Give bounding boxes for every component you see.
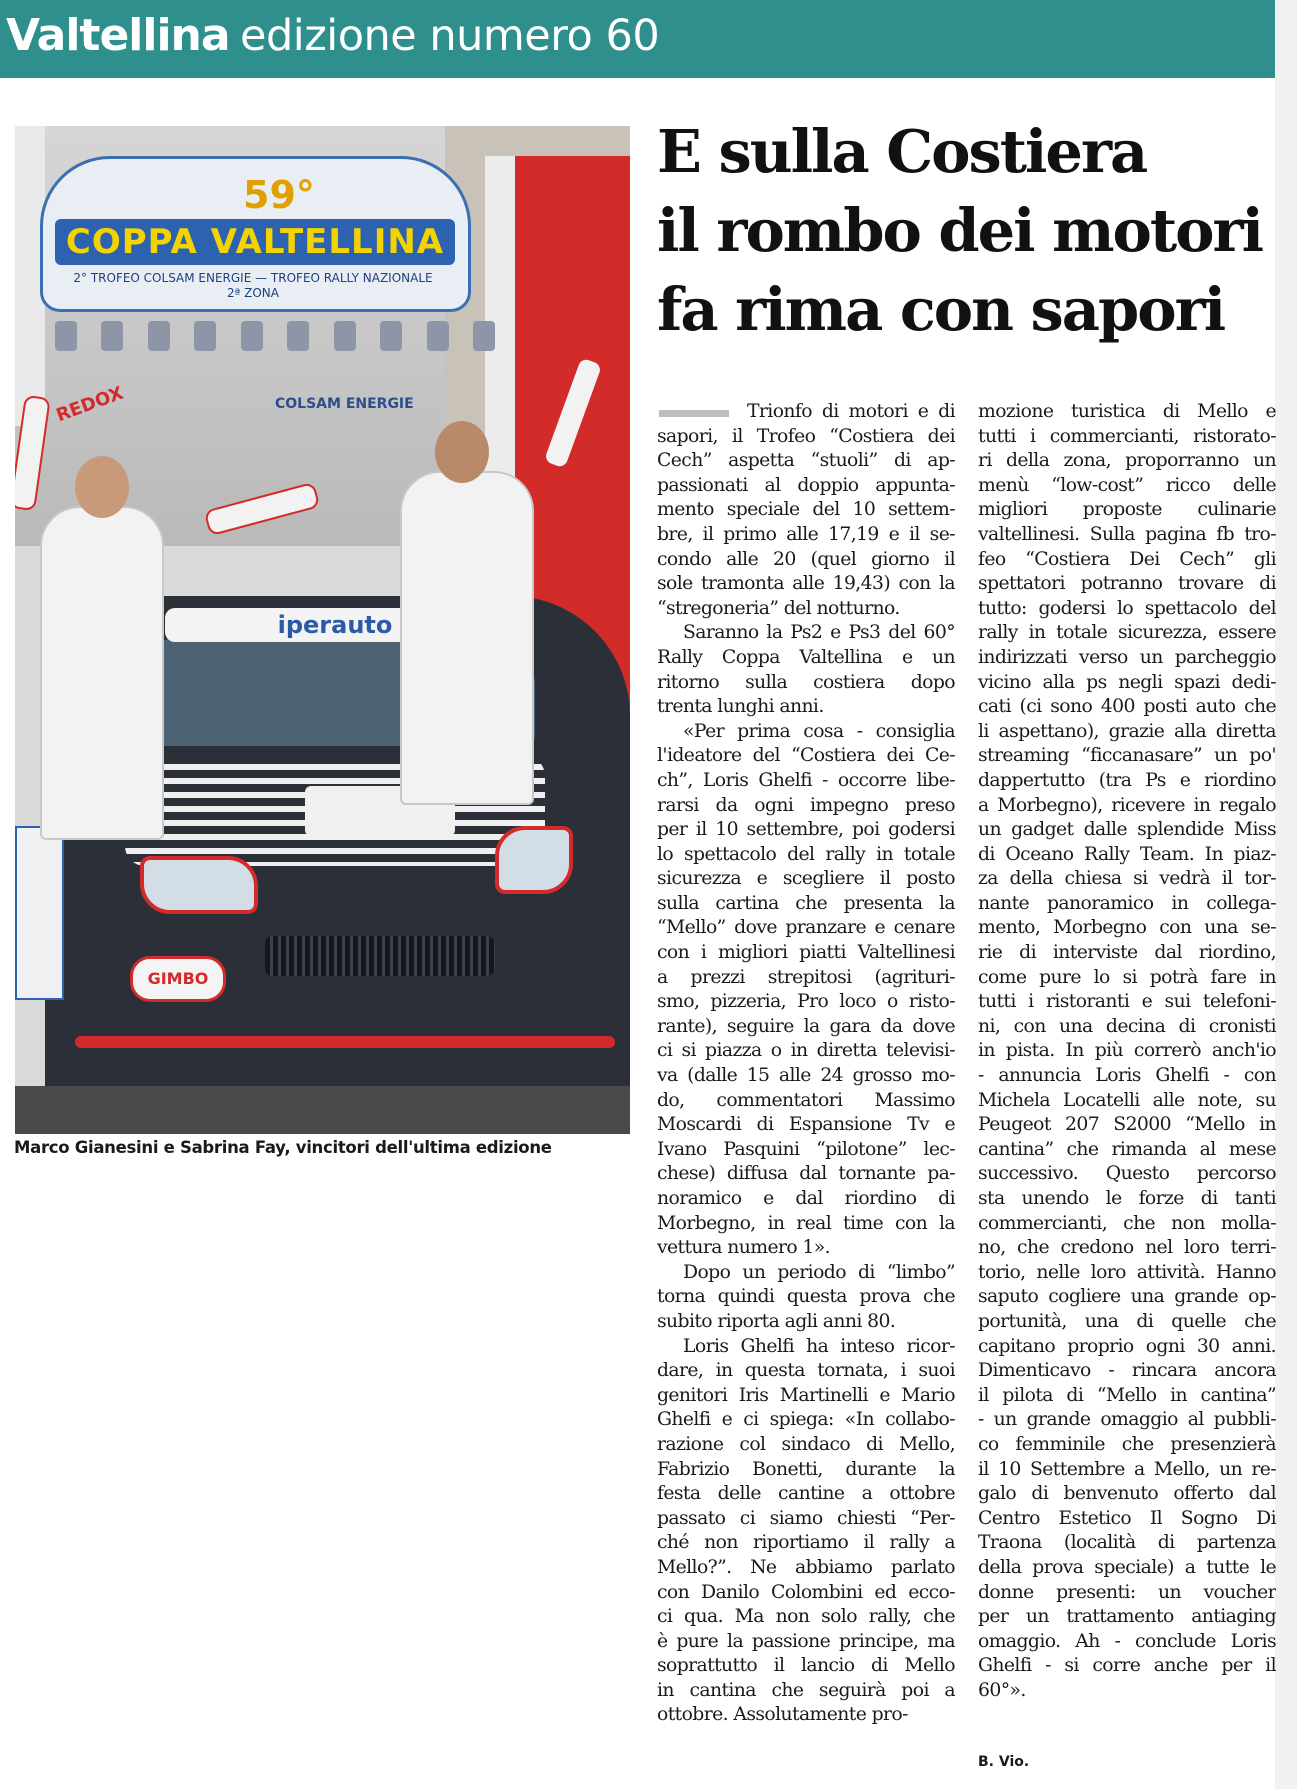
redox-sign: REDOX (53, 382, 127, 427)
article-line: condo alle 20 (quel giorno il (657, 548, 955, 570)
article-line: con Danilo Colombini ed ecco- (657, 1581, 955, 1603)
sponsor-logo (241, 321, 263, 351)
article-line: cati (ci sono 400 posti auto che (978, 696, 1276, 718)
driver-figure (400, 471, 534, 805)
article-line: lo spettacolo del rally in totale (657, 843, 955, 865)
article-line: Moscardi di Espansione Tv e (657, 1114, 955, 1136)
article-line: ché non riportiamo il rally a (657, 1532, 955, 1554)
article-line: passato ci siamo chiesti “Per- (657, 1507, 955, 1529)
article-line: passionati al doppio appunta- (657, 474, 955, 496)
banner-subtitle: 2° TROFEO COLSAM ENERGIE — TROFEO RALLY NAZIONALE 2ª ZONA (73, 271, 433, 300)
driver-head (435, 421, 489, 483)
article-line: dappertutto (tra Ps e riordino (978, 769, 1276, 791)
article-line: a Morbegno), ricevere in regalo (978, 794, 1276, 816)
article-line: bre, il primo alle 17,19 e il se- (657, 523, 955, 545)
article-line: sta unendo le forze di tanti (978, 1188, 1276, 1209)
article-line: Ghelfi e ci spiega: «In collabo- (657, 1409, 955, 1431)
sponsor-logo (473, 321, 495, 351)
car-sticker: GIMBO (130, 956, 226, 1002)
article-line: indirizzati verso un parcheggio (978, 646, 1276, 668)
article-line: 60°». (978, 1679, 1026, 1701)
article-line: trenta lunghi anni. (657, 696, 824, 718)
article-line: mozione turistica di Mello e (978, 401, 1276, 422)
banner-title: COPPA VALTELLINA (55, 219, 455, 265)
article-line: sole tramonta alle 19,43) con la (657, 573, 955, 595)
article-line: della prova speciale) a tutte le (978, 1556, 1276, 1578)
article-line: “stregoneria” del notturno. (657, 597, 900, 619)
sponsor-logo (427, 321, 449, 351)
car-headlight-right (495, 826, 573, 894)
article-line: per il 10 settembre, poi godersi (657, 819, 955, 841)
article-line: genitori Iris Martinelli e Mario (657, 1384, 955, 1406)
article-line: no, che credono nel loro terri- (978, 1237, 1276, 1259)
article-line: nante panoramico in collega- (978, 892, 1276, 914)
article-line: Dopo un periodo di “limbo” (683, 1261, 955, 1283)
article-line: “Mello” dove pranzare e cenare (657, 917, 955, 939)
article-line: con i migliori piatti Valtellinesi (657, 942, 955, 964)
article-line: rally in totale sicurezza, essere (978, 622, 1276, 644)
article-line: Centro Estetico Il Sogno Di (978, 1507, 1276, 1529)
article-line: Trionfo di motori e di (657, 400, 955, 425)
article-line: Traona (località di partenza (978, 1532, 1276, 1554)
codriver-head (75, 456, 129, 518)
article-line: come pure lo si potrà fare in (978, 966, 1276, 988)
article-line: Ghelfi - si corre anche per il (978, 1655, 1276, 1677)
article-line: commercianti, che non molla- (978, 1212, 1276, 1234)
article-line: Mello?”. Ne abbiamo parlato (657, 1556, 955, 1578)
article-line: spettatori potranno trovare di (978, 573, 1276, 595)
headline-line: il rombo dei motori (657, 196, 1263, 265)
article-line: - annuncia Loris Ghelfi - con (978, 1065, 1276, 1087)
article-line: Loris Ghelfi ha inteso ricor- (683, 1335, 955, 1357)
article-column-2 (978, 400, 1276, 1703)
article-line: ni, con una decina di cronisti (978, 1015, 1276, 1037)
article-line: sulla cartina che presenta la (657, 892, 955, 914)
article-line: torio, nelle loro attività. Hanno (978, 1261, 1276, 1283)
car-sunstrip: iperauto (165, 608, 505, 642)
article-line: omaggio. Ah - conclude Loris (978, 1630, 1276, 1652)
sponsor-logo (148, 321, 170, 351)
article-line: saputo cogliere una grande op- (978, 1286, 1276, 1308)
article-column-1 (657, 400, 955, 1728)
article-line: Cech” aspetta “stuoli” di ap- (657, 450, 955, 472)
article-line: vicino alla ps negli spazi dedi- (978, 671, 1276, 693)
headline-line: E sulla Costiera (657, 117, 1147, 186)
rally-banner (40, 156, 471, 312)
article-line: ritorno sulla costiera dopo (657, 671, 955, 693)
article-line: chese) diffusa dal tornante pa- (657, 1163, 955, 1185)
article-line: è pure la passione principe, ma (657, 1630, 955, 1652)
article-line: donne presenti: un voucher (978, 1581, 1276, 1603)
sponsor-logo (194, 321, 216, 351)
article-line: za della chiesa si vedrà il tor- (978, 868, 1276, 890)
scan-margin (1275, 0, 1297, 1789)
article-line: tutto: godersi lo spettacolo del (978, 597, 1276, 619)
article-line: Saranno la Ps2 e Ps3 del 60° (683, 622, 955, 644)
car-grille (265, 936, 495, 976)
article-line: mento, Morbegno con una se- (978, 917, 1276, 939)
article-line: streaming “ficcanasare” un po' (978, 745, 1276, 767)
photo-caption: Marco Gianesini e Sabrina Fay, vincitori dell'ultima edizione (14, 1138, 552, 1157)
article-line: in pista. In più correrò anch'io (978, 1040, 1276, 1062)
article-line: «Per prima cosa - consiglia (683, 720, 955, 742)
article-line: smo, pizzeria, Pro loco o risto- (657, 991, 955, 1013)
article-line: di Oceano Rally Team. In piaz- (978, 843, 1276, 865)
article-line: festa delle cantine a ottobre (657, 1483, 955, 1505)
article-line: torna quindi questa prova che (657, 1286, 955, 1308)
article-photo (15, 126, 630, 1134)
masthead (0, 0, 1275, 78)
article-line: valtellinesi. Sulla pagina fb tro- (978, 523, 1276, 545)
article-line: li aspettano), grazie alla diretta (978, 720, 1276, 742)
article-line: dare, in questa tornata, i suoi (657, 1360, 955, 1382)
sponsor-logo (287, 321, 309, 351)
article-line: cantina” che rimanda al mese (978, 1138, 1276, 1160)
left-sign (15, 826, 64, 1000)
article-line: a prezzi strepitosi (agrituri- (657, 966, 955, 988)
article-line: Fabrizio Bonetti, durante la (657, 1458, 955, 1480)
article-line: portunità, una di quelle che (978, 1310, 1276, 1332)
headline-line: fa rima con sapori (657, 275, 1225, 344)
article-line: galo di benvenuto offerto dal (978, 1483, 1276, 1505)
sponsor-logo (55, 321, 77, 351)
article-line: ri della zona, proporranno un (978, 450, 1276, 472)
article-line: do, commentatori Massimo (657, 1089, 955, 1111)
article-line: co femminile che presenzierà (978, 1433, 1276, 1455)
article-line: sicurezza e scegliere il posto (657, 868, 955, 890)
article-line: in cantina che seguirà poi a (657, 1679, 955, 1701)
article-line: l'ideatore del “Costiera dei Ce- (657, 745, 955, 767)
article-line: tutti i commercianti, ristorato- (978, 425, 1276, 447)
article-line: per un trattamento antiaging (978, 1606, 1276, 1628)
article-line: Ivano Pasquini “pilotone” lec- (657, 1138, 955, 1160)
article-line: sapori, il Trofeo “Costiera dei (657, 425, 955, 447)
article-line: mento speciale del 10 settem- (657, 499, 955, 521)
article-line: soprattutto il lancio di Mello (657, 1655, 955, 1677)
car-headlight-left (140, 856, 258, 914)
banner-number: 59° (243, 173, 315, 217)
article-line: ottobre. Assolutamente pro- (657, 1704, 908, 1726)
article-line: razione col sindaco di Mello, (657, 1433, 955, 1455)
car-bumper-stripe (75, 1036, 615, 1048)
byline: B. Vio. (978, 1754, 1030, 1770)
article-line: successivo. Questo percorso (978, 1163, 1276, 1185)
sponsor-logo (101, 321, 123, 351)
article-line: - un grande omaggio al pubbli- (978, 1409, 1276, 1431)
article-line: Peugeot 207 S2000 “Mello in (978, 1114, 1276, 1136)
sponsor-logo (334, 321, 356, 351)
article-line: un gadget dalle splendide Miss (978, 819, 1276, 841)
article-line: rarsi da ogni impegno preso (657, 794, 955, 816)
article-line: noramico e dal riordino di (657, 1188, 955, 1209)
article-line: il pilota di “Mello in cantina” (978, 1384, 1276, 1406)
article-headline (657, 112, 1277, 349)
article-line: va (dalle 15 alle 24 grosso mo- (657, 1065, 955, 1087)
article-line: Morbegno, in real time con la (657, 1212, 955, 1234)
article-line: Dimenticavo - rincara ancora (978, 1360, 1276, 1382)
article-line: rante), seguire la gara da dove (657, 1015, 955, 1037)
article-line: vettura numero 1». (657, 1237, 831, 1259)
article-line: ci qua. Ma non solo rally, che (657, 1606, 955, 1628)
article-line: rie di interviste dal riordino, (978, 942, 1276, 964)
article-line: Rally Coppa Valtellina e un (657, 646, 955, 668)
codriver-figure (40, 506, 164, 840)
section-title: Valtellina (6, 10, 230, 61)
colsam-sign: COLSAM ENERGIE (275, 396, 414, 412)
article-line: migliori proposte culinarie (978, 499, 1276, 521)
article-line: ch”, Loris Ghelfi - occorre libe- (657, 769, 955, 791)
article-line: menù “low-cost” ricco delle (978, 474, 1276, 496)
article-line: ci si piazza o in diretta televisi- (657, 1040, 955, 1062)
edition-label: edizione numero 60 (240, 11, 660, 61)
article-line: feo “Costiera Dei Cech” gli (978, 548, 1276, 570)
photo-ground (15, 1086, 630, 1134)
sponsor-logo (380, 321, 402, 351)
article-line: capitano proprio ogni 30 anni. (978, 1335, 1276, 1357)
article-line: tutti i ristoranti e sui telefoni- (978, 991, 1276, 1013)
sponsor-logos (55, 321, 495, 359)
article-line: il 10 Settembre a Mello, un re- (978, 1458, 1276, 1480)
article-line: subito riporta agli anni 80. (657, 1310, 896, 1332)
article-line: Michela Locatelli alle note, su (978, 1089, 1276, 1111)
